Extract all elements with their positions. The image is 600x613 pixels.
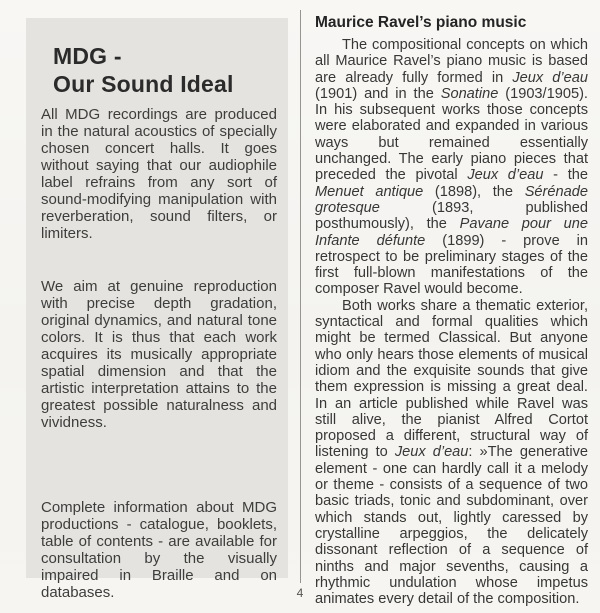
article-paragraph-both-works: Both works share a thematic exterior, syntactical and formal qualities which might be termed Classical. But anyone who only hears those elements of musical idiom and the exquisite sounds that give them expression is missing a great deal. In an article published while Ravel was still alive, the pianist Alfred Cortot proposed a different, structural way of listening to Jeux d’eau: »The generative element - one can hardly call it a melody or theme - consists of a sequence of two basic triads, tonic and subdominant, over which stands out, lightly caressed by crystalline arpeggios, the delicately dissonant reflection of a sequence of ninths and major sevenths, causing a rhythmic undulation whose impetus animates every detail of the composition. [315, 297, 588, 608]
panel-title-line1: MDG - [53, 43, 122, 69]
article-column [315, 13, 588, 607]
article-heading: Maurice Ravel’s piano music [315, 14, 527, 31]
page-number: 4 [296, 586, 304, 600]
article-paragraph-compositional-concepts: The compositional concepts on which all Maurice Ravel’s piano music is based are already fully formed in Jeux d’eau (1901) and in the Sonatine (1903/1905). In his subsequent works those concepts were elaborated and expanded in various ways but remained essentially unchanged. The early piano pieces that preceded the pivotal Jeux d’eau - the Menuet antique (1898), the Sérénade grotesque (1893, published posthumously), the Pavane pour une Infante défunte (1899) - prove in retrospect to be preliminary stages of the first full-blown manifestations of the composer Ravel would become. [315, 37, 588, 298]
panel-title-line2: Our Sound Ideal [53, 71, 234, 97]
panel-paragraph-reproduction: We aim at genuine reproduction with precise depth gradation, original dynamics, and natural tone colors. It is thus that each work acquires its musically appropriate spatial dimension and that the artistic interpretation attains to the greatest possible naturalness and vividness. [41, 278, 277, 431]
panel-title [53, 42, 277, 98]
column-divider-rule [300, 10, 301, 583]
panel-paragraph-recordings: All MDG recordings are produced in the natural acoustics of specially chosen concert halls. It goes without saying that our audiophile label refrains from any sort of sound-modifying manipulation with reverberation, sound filters, or limiters. [41, 106, 277, 242]
panel-paragraph-braille-info: Complete information about MDG productions - catalogue, booklets, table of contents - are available for consultation by the visually impaired in Braille and on databases. [41, 499, 277, 601]
sound-ideal-panel [26, 18, 288, 601]
